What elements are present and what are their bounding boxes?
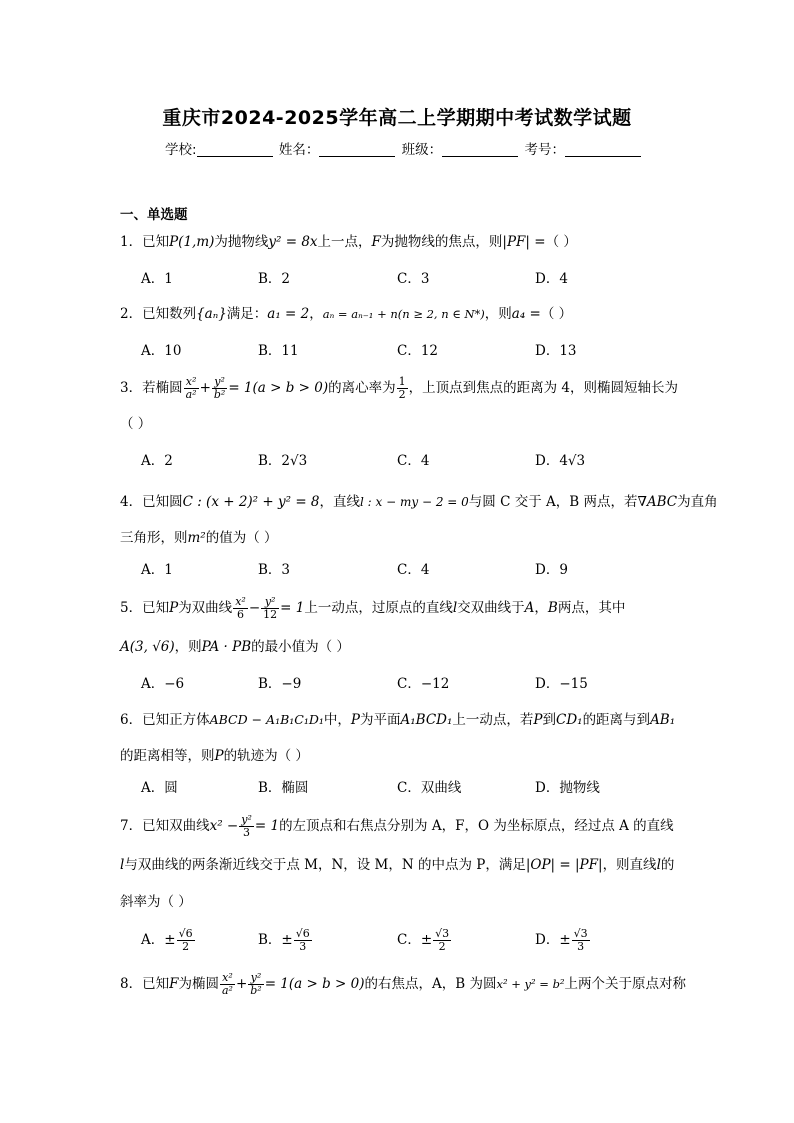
fraction-denominator: 12 [263, 608, 278, 621]
question-6-continuation [120, 746, 680, 766]
fraction-numerator: y² [241, 813, 252, 826]
question-7-line-2 [120, 855, 680, 875]
math-expr: P [214, 748, 224, 764]
option-c[interactable]: C．12 [397, 343, 439, 359]
fraction-denominator: a² [185, 388, 197, 401]
fraction-denominator: 3 [243, 826, 251, 839]
fraction-denominator: 6 [237, 608, 244, 621]
math-expr: A [524, 600, 535, 616]
fraction-numerator: √6 [295, 927, 310, 940]
math-expr: C : (x + 2)² + y² = 8 [182, 494, 320, 510]
math-expr: m² [187, 530, 206, 546]
question-text: 为椭圆 [178, 976, 219, 992]
question-1-options [141, 269, 681, 289]
fraction-numerator: y² [261, 596, 279, 609]
math-expr: B [547, 600, 558, 616]
question-5-continuation [120, 637, 680, 657]
option-label: B．± [258, 932, 293, 948]
question-text: 已知 [142, 600, 170, 616]
math-expr: ∇ABC [637, 494, 678, 510]
math-expr: x² + y² = b² [496, 977, 565, 991]
question-text: 的 [660, 857, 675, 873]
question-number: 3． [120, 380, 143, 396]
question-text: 为抛物线 [214, 234, 269, 250]
math-expr: F [371, 234, 381, 250]
question-text: （ ） [545, 234, 577, 250]
question-text: 上一点， [317, 234, 372, 250]
question-4-continuation [120, 528, 680, 548]
question-number: 4． [120, 494, 143, 510]
math-expr: P [169, 600, 179, 616]
math-expr: AB₁ [650, 712, 676, 728]
question-3-options [141, 451, 681, 471]
question-text: 上一动点，若 [452, 712, 534, 728]
math-expr: P [350, 712, 360, 728]
math-expr: ABCD − A₁B₁C₁D₁ [209, 712, 324, 727]
fraction-denominator: 2 [182, 940, 190, 953]
class-blank[interactable] [442, 142, 518, 157]
math-expr: l [120, 857, 125, 873]
option-c[interactable]: C．双曲线 [397, 780, 462, 796]
question-text: 三角形，则 [120, 530, 188, 546]
question-2-options [141, 341, 681, 361]
school-label: 学校: [165, 142, 197, 158]
math-expr: = 1(a > b > 0) [228, 380, 329, 396]
math-expr: a₄ = [511, 306, 541, 322]
exam-title: 重庆市2024-2025学年高二上学期期中考试数学试题 [162, 107, 632, 129]
question-text: ，直线 [319, 494, 361, 510]
fraction-numerator: √3 [573, 927, 588, 940]
option-d[interactable]: D．4 [535, 271, 568, 287]
fraction [184, 376, 199, 401]
question-number: 1． [120, 234, 143, 250]
question-text: 已知双曲线 [142, 818, 210, 834]
option-c[interactable]: C．4 [397, 562, 430, 578]
math-expr: aₙ = aₙ₋₁ + n(n ≥ 2, n ∈ N*) [322, 307, 485, 321]
option-a[interactable]: A．1 [141, 562, 173, 578]
fraction [294, 928, 312, 953]
question-text: 的距离与到 [582, 712, 651, 728]
option-b[interactable]: B．−9 [258, 676, 302, 692]
class-label: 班级： [401, 142, 443, 158]
question-text: 的离心率为 [328, 380, 396, 396]
math-operator: − [248, 600, 261, 616]
question-text: 已知 [142, 234, 170, 250]
question-text: ，上顶点到焦点的距离为 4，则椭圆短轴长为 [408, 380, 679, 396]
fraction-denominator: 2 [438, 940, 446, 953]
fraction-denominator: b² [213, 388, 226, 401]
fraction [239, 814, 254, 839]
math-expr: |OP| = |PF| [525, 857, 603, 873]
question-text: 的最小值为（ ） [251, 639, 350, 655]
question-2 [120, 304, 680, 324]
question-7-line-3: 斜率为（ ） [120, 894, 192, 910]
question-number: 8． [120, 976, 143, 992]
option-c[interactable]: C．3 [397, 271, 430, 287]
math-expr: {aₙ} [196, 306, 227, 322]
math-expr: x² − [209, 818, 239, 834]
option-b[interactable]: B．11 [258, 343, 299, 359]
option-d[interactable]: D．13 [535, 343, 577, 359]
question-4 [120, 492, 718, 512]
question-text: 为直角 [677, 494, 718, 510]
question-text: 的左顶点和右焦点分别为 A，F，O 为坐标原点，经过点 A 的直线 [279, 818, 674, 834]
fraction [248, 972, 263, 997]
question-text: 中， [323, 712, 351, 728]
question-number: 6． [120, 712, 143, 728]
math-expr: A₁BCD₁ [400, 712, 453, 728]
question-text: 与圆 C 交于 A，B 两点，若 [468, 494, 638, 510]
question-7 [120, 814, 680, 839]
math-expr: P(1,m) [169, 234, 215, 250]
math-expr: l : x − my − 2 = 0 [360, 495, 469, 509]
fraction-denominator: b² [250, 984, 262, 997]
question-text: 上一动点，过原点的直线 [304, 600, 453, 616]
section-heading: 一、单选题 [120, 207, 188, 223]
question-text: 交双曲线于 [457, 600, 525, 616]
fraction-numerator: 1 [398, 375, 406, 388]
question-text: 已知数列 [142, 306, 197, 322]
question-text: 的轨迹为（ ） [223, 748, 309, 764]
question-text: ， [534, 600, 548, 616]
option-d[interactable]: D．4√3 [535, 453, 586, 469]
option-b[interactable]: B．2√3 [258, 453, 308, 469]
question-4-options [141, 560, 681, 580]
option-label: A．± [141, 932, 176, 948]
question-text: 已知 [142, 976, 170, 992]
question-text: ， [309, 306, 323, 322]
question-3 [120, 376, 680, 401]
question-text: 上两个关于原点对称 [564, 976, 687, 992]
option-b[interactable]: B．3 [258, 562, 291, 578]
option-b[interactable]: B．2 [258, 271, 291, 287]
math-expr: l [452, 600, 458, 616]
option-a[interactable]: A．圆 [141, 780, 178, 796]
option-b[interactable]: B．椭圆 [258, 780, 309, 796]
question-text: 已知圆 [142, 494, 183, 510]
math-expr: P [533, 712, 543, 728]
option-d[interactable]: D．9 [535, 562, 568, 578]
fraction [572, 928, 590, 953]
question-8 [120, 971, 687, 997]
option-d[interactable]: D．抛物线 [535, 780, 600, 796]
question-text: ，则直线 [602, 857, 657, 873]
question-5-options [141, 674, 681, 694]
fraction [397, 376, 408, 401]
question-text: 已知正方体 [142, 712, 210, 728]
fraction [220, 972, 235, 997]
question-number: 5． [120, 600, 143, 616]
option-a[interactable]: A．10 [141, 343, 182, 359]
fraction-numerator: √6 [178, 927, 193, 940]
fraction [261, 596, 279, 621]
question-text: 为双曲线 [178, 600, 233, 616]
question-text: ，则 [484, 306, 512, 322]
school-blank[interactable] [197, 142, 273, 157]
option-label: C．± [397, 932, 433, 948]
fraction-numerator: x² [184, 376, 199, 389]
fraction-denominator: 3 [299, 940, 307, 953]
question-text: 两点，其中 [557, 600, 626, 616]
fraction [177, 928, 195, 953]
question-text: 到 [542, 712, 556, 728]
math-operator: + [235, 976, 248, 992]
option-a[interactable]: A．−6 [141, 676, 185, 692]
question-6 [120, 710, 680, 730]
math-expr: y² = 8x [268, 234, 318, 250]
question-1 [120, 232, 680, 252]
name-label: 姓名： [278, 142, 320, 158]
option-c[interactable]: C．−12 [397, 676, 450, 692]
option-a[interactable]: A．2 [141, 453, 173, 469]
question-text: 满足： [226, 306, 268, 322]
fraction-denominator: 3 [577, 940, 585, 953]
math-expr: A(3, √6) [120, 639, 175, 655]
option-a[interactable]: A．1 [141, 271, 173, 287]
math-expr: = 1(a > b > 0) [264, 976, 365, 992]
math-expr: |PF| = [502, 234, 546, 250]
math-expr: a₁ = 2 [267, 306, 310, 322]
question-number: 7． [120, 818, 143, 834]
option-d[interactable]: D．−15 [535, 676, 588, 692]
fraction-numerator: y² [248, 972, 263, 985]
math-expr: l [656, 857, 661, 873]
question-text: 的值为（ ） [205, 530, 278, 546]
exam-no-blank[interactable] [565, 142, 641, 157]
option-b[interactable] [258, 928, 313, 953]
question-5 [120, 596, 680, 621]
fraction [433, 928, 451, 953]
option-label: D．± [535, 932, 571, 948]
math-expr: = 1 [254, 818, 280, 834]
fraction-denominator: 2 [398, 388, 406, 401]
question-text: 若椭圆 [142, 380, 183, 396]
question-7-options [141, 927, 681, 953]
exam-no-label: 考号： [524, 142, 565, 158]
question-number: 2． [120, 306, 143, 322]
fraction [233, 596, 248, 621]
question-text: ，则 [174, 639, 202, 655]
question-6-options [141, 778, 681, 798]
option-a[interactable] [141, 928, 196, 953]
fraction-numerator: √3 [435, 927, 450, 940]
question-text: （ ） [540, 306, 573, 322]
student-info-row [165, 138, 645, 158]
name-blank[interactable] [319, 142, 395, 157]
fraction [212, 376, 227, 401]
option-c[interactable]: C．4 [397, 453, 430, 469]
fraction-numerator: x² [220, 972, 235, 985]
question-text: 为平面 [359, 712, 401, 728]
question-text: 的右焦点，A，B 为圆 [364, 976, 497, 992]
question-text: 的距离相等，则 [120, 748, 215, 764]
option-c[interactable] [397, 928, 452, 953]
math-expr: PA · PB [201, 639, 252, 655]
math-expr: F [169, 976, 179, 992]
fraction-numerator: x² [235, 595, 246, 608]
math-operator: + [199, 380, 211, 396]
question-text: 为抛物线的焦点，则 [380, 234, 503, 250]
fraction-numerator: y² [212, 376, 227, 389]
math-expr: CD₁ [555, 712, 583, 728]
question-3-continuation: （ ） [120, 416, 152, 432]
question-text: 与双曲线的两条渐近线交于点 M，N，设 M，N 的中点为 P，满足 [124, 857, 526, 873]
math-expr: = 1 [280, 600, 305, 616]
fraction-denominator: a² [221, 984, 233, 997]
option-d[interactable] [535, 928, 591, 953]
